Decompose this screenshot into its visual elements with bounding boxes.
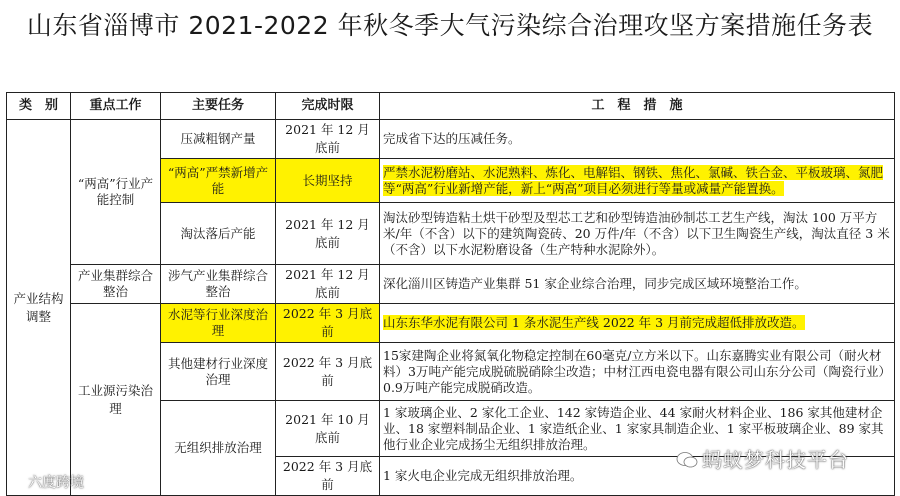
task-cell: 水泥等行业深度治理 — [161, 304, 276, 343]
header-key-work: 重点工作 — [71, 93, 161, 120]
group-cell: “两高”行业产能控制 — [71, 120, 161, 265]
category-cell: 产业结构调整 — [7, 120, 71, 496]
deadline-cell: 2022 年 3 月底前 — [276, 457, 380, 496]
measure-cell: 15家建陶企业将氮氧化物稳定控制在60毫克/立方米以下。山东嘉腾实业有限公司（耐火材料）3万吨产能完成脱硫脱硝除尘改造；中材江西电瓷电器有限公司山东分公司（陶瓷行业）0.9万吨产能完成脱硝改造。 — [380, 343, 895, 401]
measure-cell: 1 家玻璃企业、2 家化工企业、142 家铸造企业、44 家耐火材料企业、186 家其他建材企业、18 家塑料制品企业、1 家造纸企业、1 家家具制造企业、1 家平板玻璃企业、89 家其他行业企业完成扬尘无组织排放治理。 — [380, 401, 895, 457]
watermark-left-text: 六度跨境 — [28, 475, 84, 491]
task-cell: 涉气产业集群综合整治 — [161, 265, 276, 304]
measure-cell — [380, 304, 895, 343]
measure-cell: 1 家火电企业完成无组织排放治理。 — [380, 457, 895, 496]
deadline-cell: 2022 年 3 月底前 — [276, 304, 380, 343]
header-deadline: 完成时限 — [276, 93, 380, 120]
swirl-logo-icon — [8, 475, 24, 489]
wechat-icon — [676, 450, 698, 468]
deadline-cell: 长期坚持 — [276, 159, 380, 203]
deadline-cell: 2021 年 12 月底前 — [276, 120, 380, 159]
task-cell: 无组织排放治理 — [161, 401, 276, 496]
header-category: 类 别 — [7, 93, 71, 120]
watermark-right-text: 蚂蚁梦科技平台 — [702, 448, 849, 472]
table-row — [7, 120, 895, 159]
header-main-task: 主要任务 — [161, 93, 276, 120]
task-cell: “两高”严禁新增产能 — [161, 159, 276, 203]
task-table — [6, 92, 895, 496]
task-cell: 其他建材行业深度治理 — [161, 343, 276, 401]
table-header-row — [7, 93, 895, 120]
watermark-left — [8, 472, 84, 492]
deadline-cell: 2021 年 12 月底前 — [276, 265, 380, 304]
measure-cell: 深化淄川区铸造产业集群 51 家企业综合治理，同步完成区域环境整治工作。 — [380, 265, 895, 304]
deadline-cell: 2022 年 3 月底前 — [276, 343, 380, 401]
measure-text: 山东东华水泥有限公司 1 条水泥生产线 2022 年 3 月前完成超低排放改造。 — [383, 315, 805, 330]
table-row — [7, 265, 895, 304]
deadline-cell: 2021 年 10 月底前 — [276, 401, 380, 457]
group-cell: 产业集群综合整治 — [71, 265, 161, 304]
measure-cell: 淘汰砂型铸造粘土烘干砂型及型芯工艺和砂型铸造油砂制芯工艺生产线，淘汰 100 万平方米/年（不含）以下的建筑陶瓷砖、20 万件/年（不含）以下卫生陶瓷生产线，淘汰直径 3 米（不含）以下水泥粉磨设备（生产特种水泥除外）。 — [380, 203, 895, 265]
header-measures: 工 程 措 施 — [380, 93, 895, 120]
watermark-right — [676, 444, 849, 473]
table-row — [7, 304, 895, 343]
measure-cell — [380, 159, 895, 203]
task-cell: 淘汰落后产能 — [161, 203, 276, 265]
measure-text: 严禁水泥粉磨站、水泥熟料、炼化、电解铝、钢铁、焦化、氯碱、铁合金、平板玻璃、氮肥等“两高”行业新增产能，新上“两高”项目必须进行等量或减量产能置换。 — [383, 164, 884, 196]
measure-cell: 完成省下达的压减任务。 — [380, 120, 895, 159]
page-title: 山东省淄博市 2021-2022 年秋冬季大气污染综合治理攻坚方案措施任务表 — [26, 11, 874, 40]
deadline-cell: 2021 年 12 月底前 — [276, 203, 380, 265]
task-cell: 压减粗钢产量 — [161, 120, 276, 159]
group-cell: 工业源污染治理 — [71, 304, 161, 496]
